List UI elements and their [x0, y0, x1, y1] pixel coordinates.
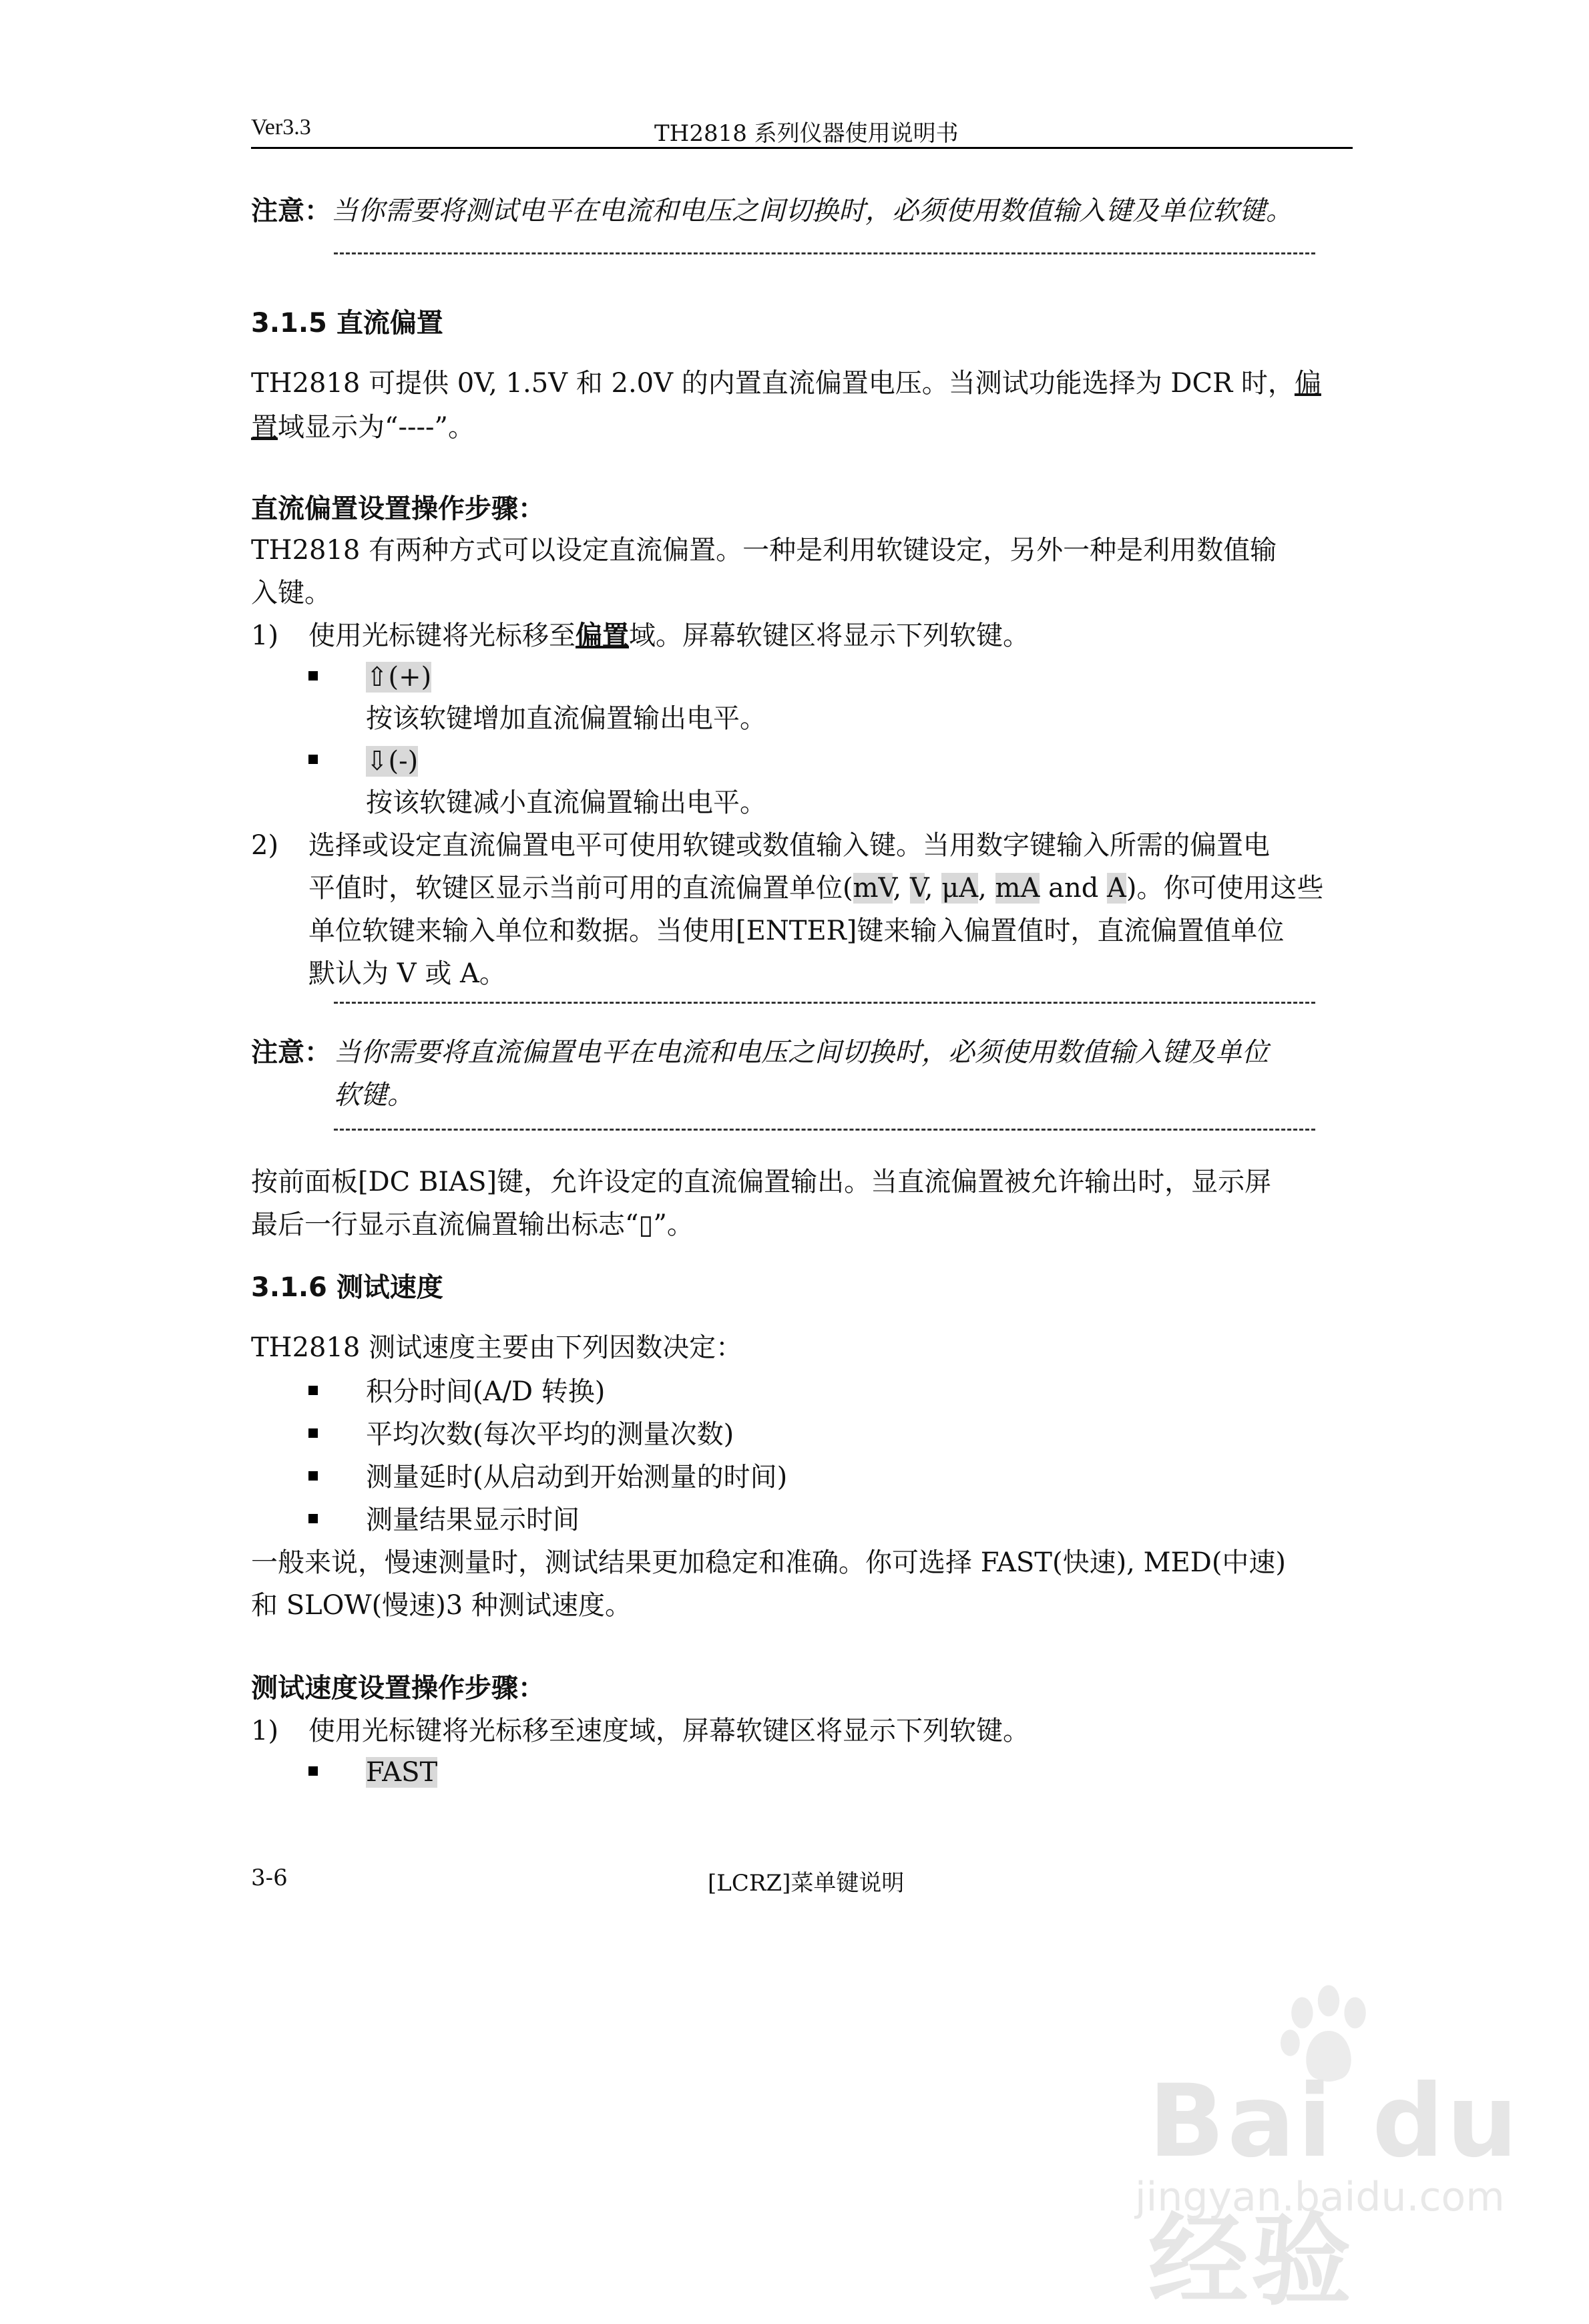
unit-softkey: mA	[995, 873, 1040, 904]
text-run: 使用光标键将光标移至	[308, 620, 576, 651]
paragraph-line: 最后一行显示直流偏置输出标志“▯”。	[251, 1209, 694, 1240]
step-text: 选择或设定直流偏置电平可使用软键或数值输入键。当用数字键输入所需的偏置电	[308, 830, 1270, 861]
softkey-label: FAST	[366, 1757, 438, 1788]
step-text: 平值时，软键区显示当前可用的直流偏置单位(mV, V, μA, mA and A)。你可使用这些	[308, 873, 1324, 904]
bullet-icon	[308, 1428, 318, 1438]
step-number: 1)	[251, 620, 279, 651]
list-item: 平均次数(每次平均的测量次数)	[366, 1419, 734, 1450]
step-text: 单位软键来输入单位和数据。当使用[ENTER]键来输入偏置值时，直流偏置值单位	[308, 916, 1285, 946]
list-item: 测量延时(从启动到开始测量的时间)	[366, 1462, 788, 1493]
note1	[251, 190, 1293, 232]
text-run: 平值时，软键区显示当前可用的直流偏置单位(	[308, 873, 853, 904]
paragraph-line: 和 SLOW(慢速)3 种测试速度。	[251, 1590, 632, 1621]
bullet-icon	[308, 1514, 318, 1523]
baidu-logo-watermark: Bai du 经验	[1148, 2064, 1521, 2319]
paragraph-line: TH2818 测试速度主要由下列因数决定：	[251, 1332, 743, 1363]
bullet-icon	[308, 671, 318, 681]
note-text: 软键。	[334, 1080, 414, 1111]
softkey-fast	[366, 1751, 437, 1794]
note-text: 当你需要将测试电平在电流和电压之间切换时，必须使用数值输入键及单位软键。	[331, 196, 1293, 226]
steps-title: 直流偏置设置操作步骤：	[251, 493, 545, 524]
footer-section: [LCRZ]菜单键说明	[708, 1870, 905, 1897]
section-heading-316: 3.1.6 测试速度	[251, 1272, 443, 1303]
text-run: and	[1040, 873, 1108, 904]
paragraph-line	[251, 362, 1321, 405]
footer-page-number: 3-6	[251, 1865, 288, 1891]
text-run: )。你可使用这些	[1126, 873, 1324, 904]
paragraph-line: 按前面板[DC BIAS]键，允许设定的直流偏置输出。当直流偏置被允许输出时，显示屏	[251, 1167, 1272, 1197]
dashed-divider	[334, 1129, 1315, 1131]
paragraph-line	[251, 406, 475, 449]
step-number: 1)	[251, 1716, 279, 1746]
header-version: Ver3.3	[251, 115, 311, 140]
watermark-url: jingyan.baidu.com	[1135, 2174, 1505, 2220]
step-text: 默认为 V 或 A。	[308, 958, 506, 989]
step-text: 使用光标键将光标移至速度域，屏幕软键区将显示下列软键。	[308, 1716, 1030, 1746]
unit-softkey: mV	[853, 873, 893, 904]
list-item: 积分时间(A/D 转换)	[366, 1376, 606, 1407]
bullet-icon	[308, 1766, 318, 1776]
field-name: 偏	[1294, 368, 1321, 399]
list-item: 测量结果显示时间	[366, 1505, 580, 1535]
text-run: 域显示为“----”。	[278, 412, 475, 443]
text-run: TH2818 可提供 0V, 1.5V 和 2.0V 的内置直流偏置电压。当测试功能选择为 DCR 时，	[251, 368, 1295, 399]
note-text: 当你需要将直流偏置电平在电流和电压之间切换时，必须使用数值输入键及单位	[334, 1037, 1269, 1068]
step-text	[308, 614, 1030, 657]
field-name: 置	[251, 412, 278, 443]
section-heading-315: 3.1.5 直流偏置	[251, 308, 443, 339]
note-label: 注意：	[251, 195, 331, 226]
paragraph-line: 一般来说，慢速测量时，测试结果更加稳定和准确。你可选择 FAST(快速), MED(中速)	[251, 1547, 1287, 1578]
step-number: 2)	[251, 830, 279, 861]
paragraph-line: 入键。	[251, 578, 331, 608]
text-run: 域。屏幕软键区将显示下列软键。	[629, 620, 1030, 651]
field-name: 偏置	[576, 620, 629, 651]
softkey-increase	[366, 656, 431, 699]
softkey-label: ⇩(-)	[366, 746, 419, 777]
steps-title: 测试速度设置操作步骤：	[251, 1672, 545, 1704]
unit-softkey: A	[1107, 873, 1126, 904]
unit-softkey: μA	[941, 873, 979, 904]
paragraph-line: TH2818 有两种方式可以设定直流偏置。一种是利用软键设定，另外一种是利用数值输	[251, 535, 1277, 566]
softkey-decrease	[366, 740, 418, 783]
dashed-divider	[334, 1002, 1315, 1004]
softkey-label: ⇧(+)	[366, 662, 432, 693]
note-label: 注意：	[251, 1036, 331, 1068]
header-title: TH2818 系列仪器使用说明书	[654, 120, 959, 147]
bullet-icon	[308, 755, 318, 764]
unit-softkey: V	[909, 873, 925, 904]
softkey-desc: 按该软键增加直流偏置输出电平。	[366, 703, 766, 734]
bullet-icon	[308, 1471, 318, 1481]
bullet-icon	[308, 1386, 318, 1395]
header-rule	[251, 147, 1353, 149]
dashed-divider	[334, 252, 1315, 254]
softkey-desc: 按该软键减小直流偏置输出电平。	[366, 787, 766, 818]
